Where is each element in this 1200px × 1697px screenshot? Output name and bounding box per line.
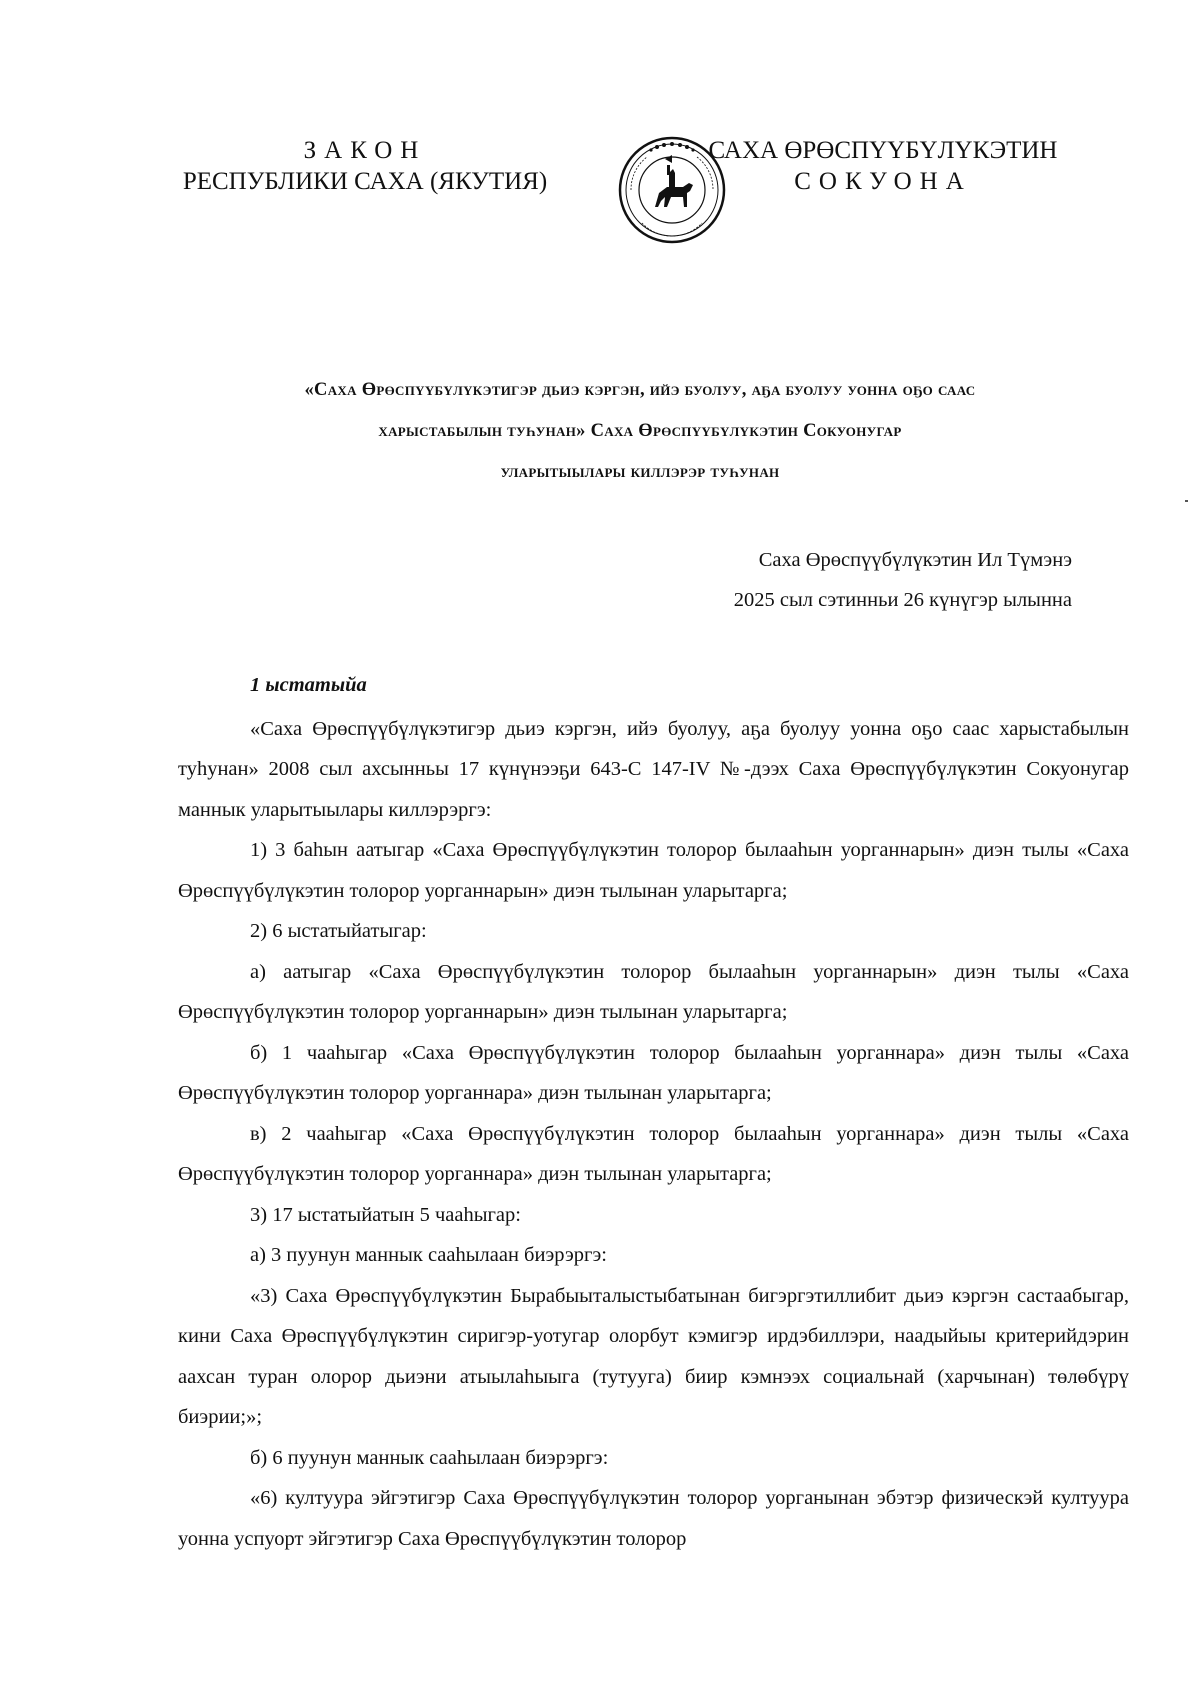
scan-artifact	[1185, 500, 1188, 502]
paragraph: 2) 6 ыстатыйатыгар:	[250, 920, 427, 942]
paragraph: «3) Саха Өрөспүүбүлүкэтин Бырабыыталыстыбатынан бигэргэтиллибит дьиэ кэргэн састаабыгар, кини Саха Өрөспүүбүлүкэтин сиригэр-уотугар олорбут кэмигэр ирдэбиллэри, наадыйыы критерийдэрин аахсан туран олорор дьиэни атыылаһыыга (тутууга) биир кэмнээх социальнай (харчынан) төлөбүрү биэрии;»;	[178, 1284, 1129, 1428]
paragraph: «6) култуура эйгэтигэр Саха Өрөспүүбүлүкэтин толорор уорганынан эбэтэр физическэй култуура уонна успуорт эйгэтигэр Саха Өрөспүүбүлүкэтин толорор	[178, 1487, 1129, 1550]
paragraph: б) 1 чааһыгар «Саха Өрөспүүбүлүкэтин толорор былааһын уорганнара» диэн тылы «Саха Өрөспүүбүлүкэтин толорор уорганнара» диэн тылынан уларытарга;	[178, 1041, 1129, 1104]
article-heading: 1 ыстатыйа	[250, 674, 367, 696]
header-left-title: ЗАКОН	[303, 137, 427, 164]
header-left	[175, 135, 555, 197]
document-body	[178, 665, 1129, 1559]
header-right-title: САХА ӨРӨСПҮҮБҮЛҮКЭТИН	[708, 137, 1058, 164]
paragraph: 1) 3 баһын аатыгар «Саха Өрөспүүбүлүкэтин толорор былааһын уорганнарын» диэн тылы «Саха Өрөспүүбүлүкэтин толорор уорганнарын» диэн тылынан уларытарга;	[178, 839, 1129, 902]
title-line: харыстабылын туһунан» Саха Өрөспүүбүлүкэтин Сокуонугар	[378, 421, 902, 441]
paragraph: а) 3 пуунун маннык сааһылаан биэрэргэ:	[250, 1244, 607, 1266]
paragraph: в) 2 чааһыгар «Саха Өрөспүүбүлүкэтин толорор былааһын уорганнара» диэн тылы «Саха Өрөспүүбүлүкэтин толорор уорганнара» диэн тылынан уларытарга;	[178, 1122, 1129, 1185]
paragraph: 3) 17 ыстатыйатын 5 чааһыгар:	[250, 1203, 521, 1226]
header-right-subtitle: СОКУОНА	[794, 168, 972, 195]
header-left-subtitle: РЕСПУБЛИКИ САХА (ЯКУТИЯ)	[182, 168, 548, 195]
adopting-body: Саха Өрөспүүбүлүкэтин Ил Түмэнэ	[758, 549, 1072, 571]
paragraph: б) 6 пуунун маннык сааһылаан биэрэргэ:	[250, 1446, 609, 1469]
title-line: уларытыылары киллэрэр туһунан	[500, 462, 780, 482]
document-title	[150, 370, 1130, 493]
title-line: «Саха Өрөспүүбүлүкэтигэр дьиэ кэргэн, ийэ буолуу, аҕа буолуу уонна оҕо саас	[304, 380, 976, 400]
header-right	[693, 135, 1073, 197]
paragraph: а) аатыгар «Саха Өрөспүүбүлүкэтин толорор былааһын уорганнарын» диэн тылы «Саха Өрөспүүбүлүкэтин толорор уорганнарын» диэн тылынан уларытарга;	[178, 960, 1129, 1023]
adoption-date: 2025 сыл сэтинньи 26 күнүгэр ылынна	[733, 589, 1072, 611]
paragraph: «Саха Өрөспүүбүлүкэтигэр дьиэ кэргэн, ийэ буолуу, аҕа буолуу уонна оҕо саас харыстабылын туһунан» 2008 сыл ахсынньы 17 күнүнээҕи 643-С 147-IV №-дээх Саха Өрөспүүбүлүкэтин Сокуонугар маннык уларытыылары киллэрэргэ:	[178, 717, 1129, 821]
adoption-info	[734, 540, 1072, 620]
